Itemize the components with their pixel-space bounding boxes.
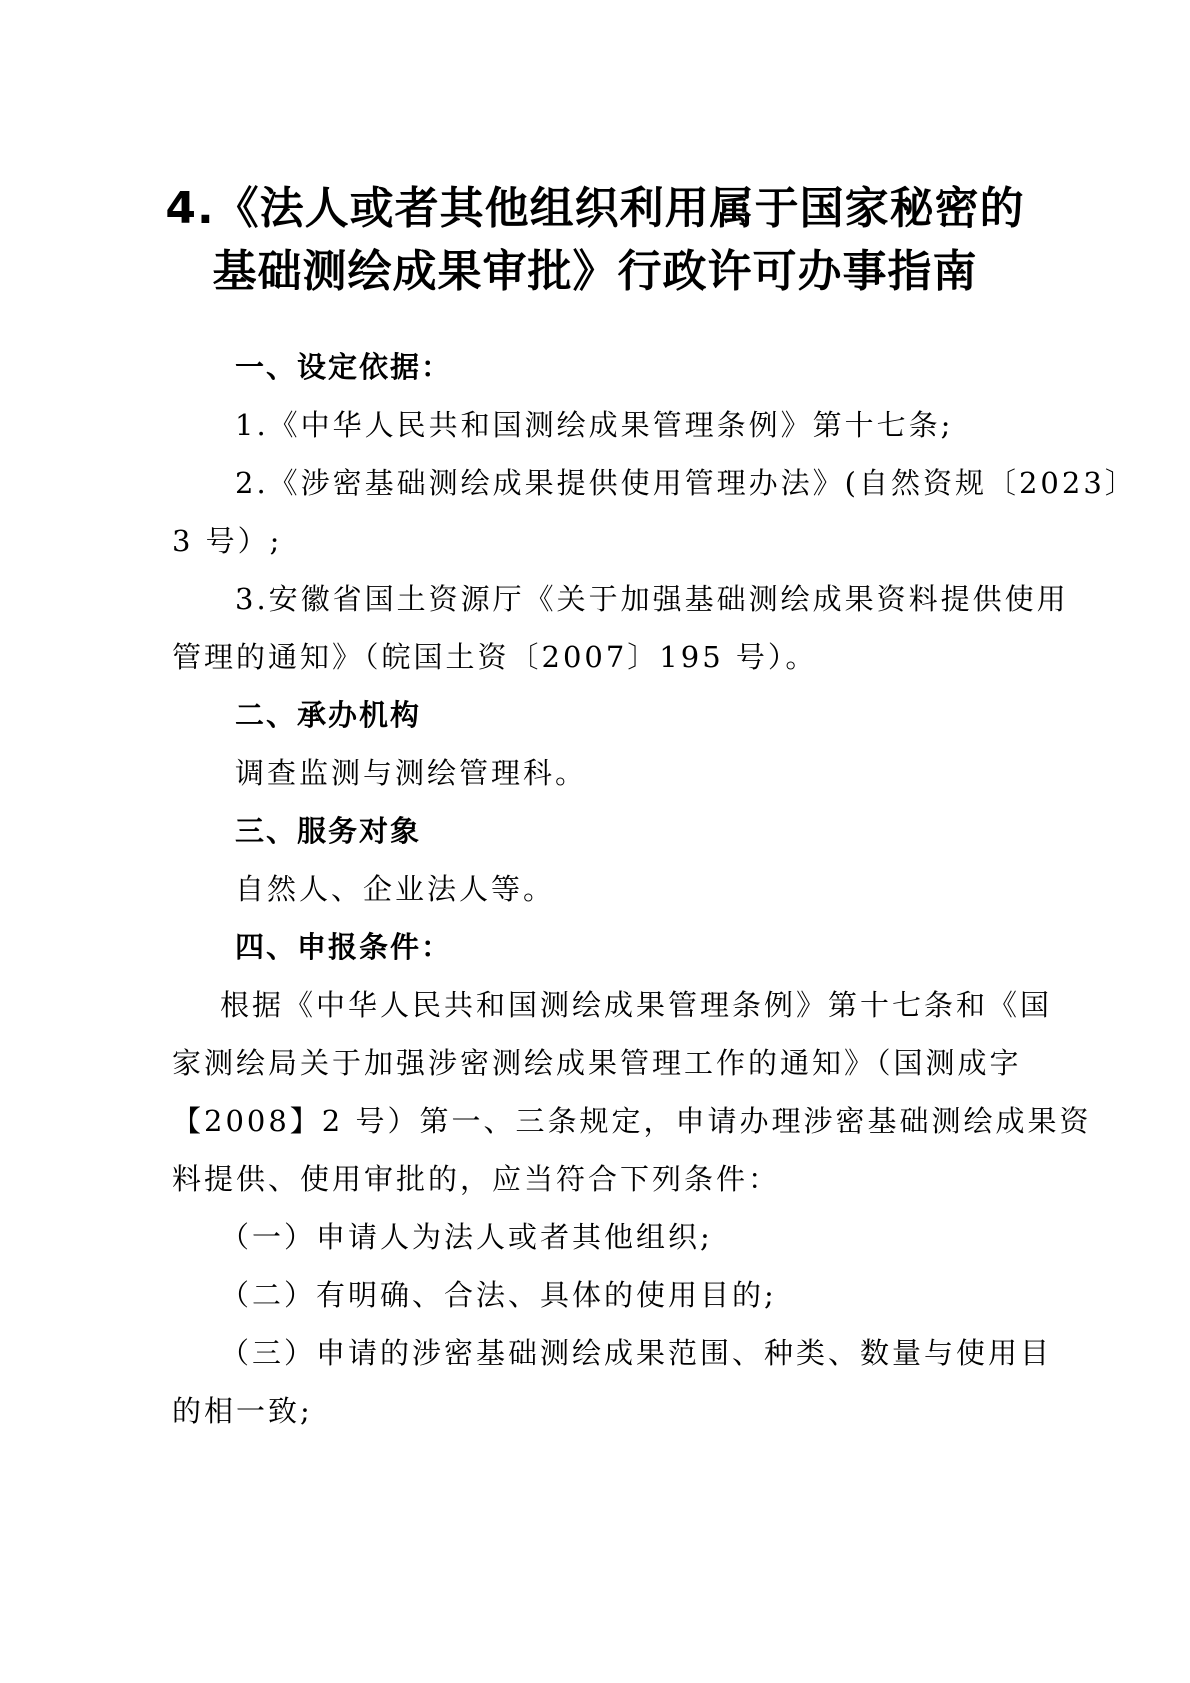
basis-item-1: 1.《中华人民共和国测绘成果管理条例》第十七条; bbox=[235, 408, 954, 442]
document-title-line-1: 4.《法人或者其他组织利用属于国家秘密的 bbox=[165, 183, 1025, 234]
agency-text: 调查监测与测绘管理科。 bbox=[235, 756, 588, 790]
conditions-intro-line-1: 根据《中华人民共和国测绘成果管理条例》第十七条和《国 bbox=[220, 988, 1053, 1022]
basis-item-3-line-1: 3.安徽省国土资源厅《关于加强基础测绘成果资料提供使用 bbox=[235, 582, 1069, 616]
basis-item-2-line-2: 3 号）; bbox=[172, 524, 283, 558]
basis-item-3-line-2: 管理的通知》（皖国土资〔2007〕195 号）。 bbox=[172, 640, 818, 674]
section-heading-basis: 一、设定依据： bbox=[235, 350, 453, 384]
section-heading-conditions: 四、申报条件： bbox=[235, 930, 453, 964]
condition-2: （二）有明确、合法、具体的使用目的; bbox=[220, 1278, 777, 1312]
document-title-line-2: 基础测绘成果审批》行政许可办事指南 bbox=[212, 246, 978, 297]
conditions-intro-line-2: 家测绘局关于加强涉密测绘成果管理工作的通知》（国测成字 bbox=[172, 1046, 1022, 1080]
condition-3-line-2: 的相一致; bbox=[172, 1394, 313, 1428]
condition-1: （一）申请人为法人或者其他组织; bbox=[220, 1220, 713, 1254]
section-heading-target: 三、服务对象 bbox=[235, 814, 422, 848]
target-text: 自然人、企业法人等。 bbox=[235, 872, 556, 906]
basis-item-2-line-1: 2.《涉密基础测绘成果提供使用管理办法》(自然资规〔2023〕 bbox=[235, 466, 1137, 500]
conditions-intro-line-4: 料提供、使用审批的，应当符合下列条件： bbox=[172, 1162, 781, 1196]
condition-3-line-1: （三）申请的涉密基础测绘成果范围、种类、数量与使用目 bbox=[220, 1336, 1053, 1370]
conditions-intro-line-3: 【2008】2 号）第一、三条规定，申请办理涉密基础测绘成果资 bbox=[172, 1104, 1092, 1138]
section-heading-agency: 二、承办机构 bbox=[235, 698, 422, 732]
